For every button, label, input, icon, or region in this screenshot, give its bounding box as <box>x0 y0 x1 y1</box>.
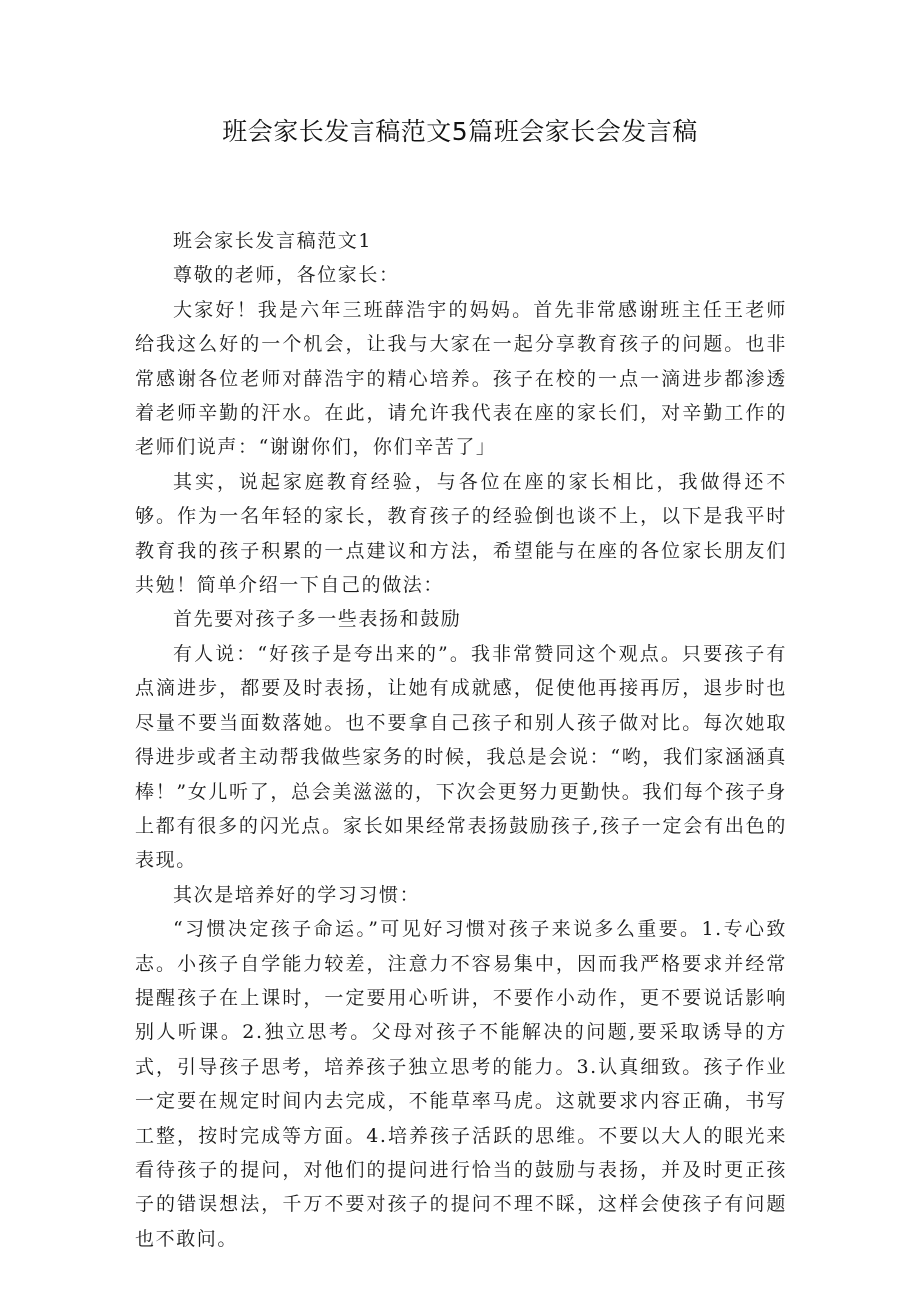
section-heading: 班会家长发言稿范文1 <box>173 230 373 252</box>
subheading: 其次是培养好的学习习惯： <box>173 883 421 906</box>
body-paragraph: 大家好！我是六年三班薛浩宇的妈妈。首先非常感谢班主任王老师给我这么好的一个机会，让我与大家在一起分享教育孩子的问题。也非常感谢各位老师对薛浩宇的精心培养。孩子在校的一点一滴进步都渗透着老师辛勤的汗水。在此，请允许我代表在座的家长们，对辛勤工作的老师们说声：“谢谢你们，你们辛苦了」 <box>135 298 787 459</box>
body-paragraph: 有人说：“好孩子是夸出来的”。我非常赞同这个观点。只要孩子有点滴进步，都要及时表扬，让她有成就感，促使他再接再厉，退步时也尽量不要当面数落她。也不要拿自己孩子和别人孩子做对比。每次她取得进步或者主动帮我做些家务的时候，我总是会说：“哟，我们家涵涵真棒！”女儿听了，总会美滋滋的，下次会更努力更勤快。我们每个孩子身上都有很多的闪光点。家长如果经常表扬鼓励孩子,孩子一定会有出色的表现。 <box>135 642 787 872</box>
document-title: 班会家长发言稿范文5篇班会家长会发言稿 <box>222 117 698 146</box>
subheading: 首先要对孩子多一些表扬和鼓励 <box>173 608 462 631</box>
body-paragraph: “习惯决定孩子命运。”可见好习惯对孩子来说多么重要。1.专心致志。小孩子自学能力较差，注意力不容易集中，因而我严格要求并经常提醒孩子在上课时，一定要用心听讲，不要作小动作，更不要说话影响别人听课。2.独立思考。父母对孩子不能解决的问题,要采取诱导的方式，引导孩子思考，培养孩子独立思考的能力。3.认真细致。孩子作业一定要在规定时间内去完成，不能草率马虎。这就要求内容正确，书写工整，按时完成等方面。4.培养孩子活跃的思维。不要以大人的眼光来看待孩子的提问，对他们的提问进行恰当的鼓励与表扬，并及时更正孩子的错误想法，千万不要对孩子的提问不理不睬，这样会使孩子有问题也不敢问。 <box>135 918 787 1250</box>
document-body <box>135 224 787 1256</box>
body-paragraph: 其实，说起家庭教育经验，与各位在座的家长相比，我做得还不够。作为一名年轻的家长，教育孩子的经验倒也谈不上，以下是我平时教育我的孩子积累的一点建议和方法，希望能与在座的各位家长朋友们共勉！简单介绍一下自己的做法： <box>135 470 787 597</box>
salutation: 尊敬的老师，各位家长： <box>173 264 400 287</box>
